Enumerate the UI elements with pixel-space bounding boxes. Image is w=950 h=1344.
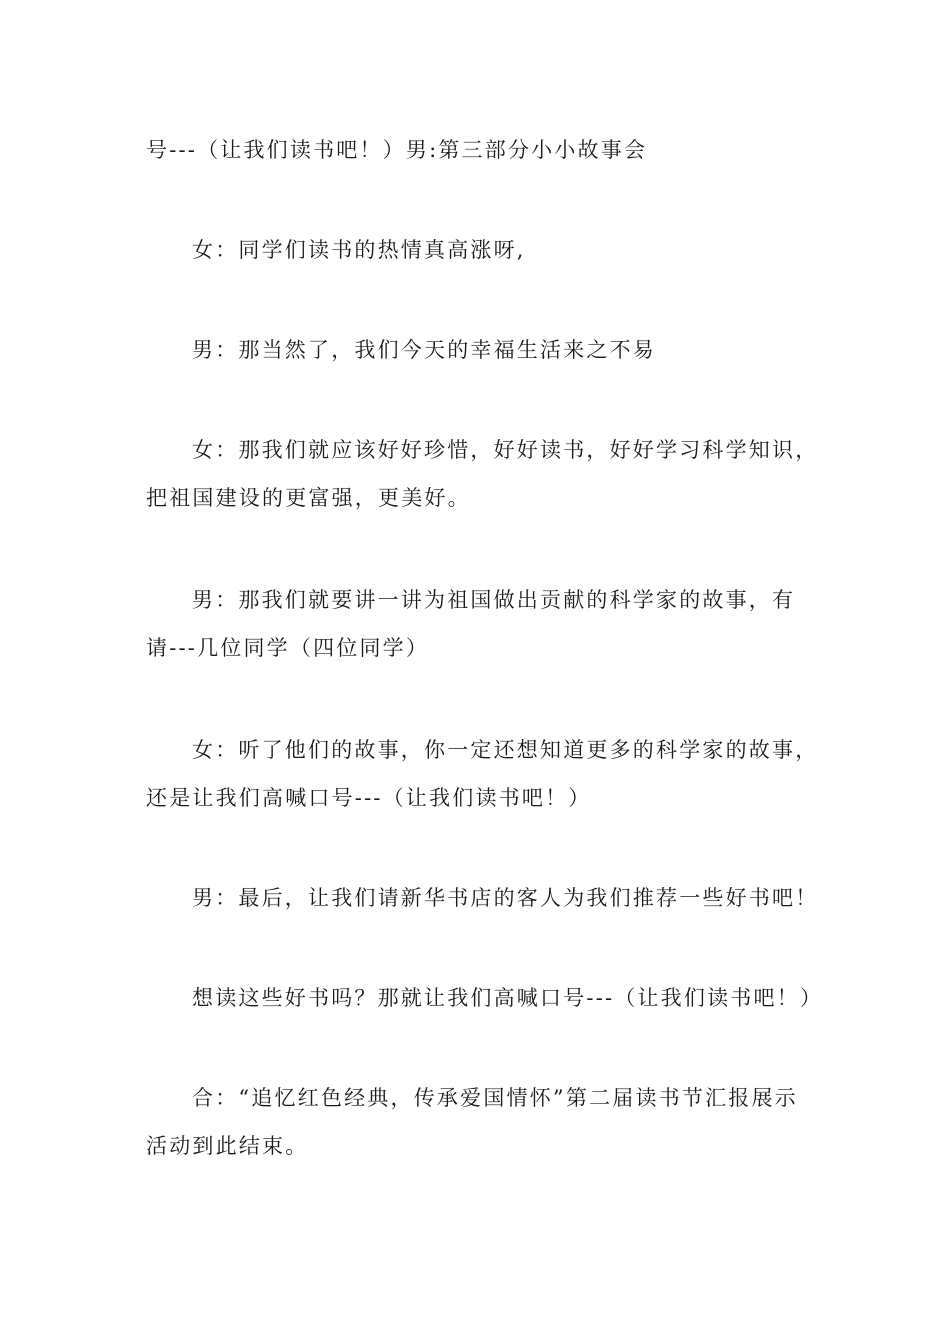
paragraph-line: 男：最后，让我们请新华书店的客人为我们推荐一些好书吧！	[192, 886, 819, 910]
paragraph-line: 还是让我们高喊口号---（让我们读书吧！）	[146, 786, 592, 810]
paragraph-line: 男：那我们就要讲一讲为祖国做出贡献的科学家的故事，有	[192, 588, 796, 612]
paragraph-line: 请---几位同学（四位同学）	[146, 636, 430, 660]
paragraph-line: 合：“追忆红色经典，传承爱国情怀”第二届读书节汇报展示	[192, 1086, 798, 1110]
paragraph-line: 女：听了他们的故事，你一定还想知道更多的科学家的故事，	[192, 738, 819, 762]
paragraph-line: 女：那我们就应该好好珍惜，好好读书，好好学习科学知识，	[192, 438, 819, 462]
paragraph-line: 把祖国建设的更富强，更美好。	[146, 486, 471, 510]
paragraph-line: 号---（让我们读书吧！）男:第三部分小小故事会	[146, 138, 648, 162]
paragraph-line: 女：同学们读书的热情真高涨呀,	[192, 238, 526, 262]
paragraph-line: 活动到此结束。	[146, 1134, 309, 1158]
paragraph-line: 男：那当然了，我们今天的幸福生活来之不易	[192, 338, 656, 362]
paragraph-line: 想读这些好书吗？那就让我们高喊口号---（让我们读书吧！）	[192, 986, 824, 1010]
